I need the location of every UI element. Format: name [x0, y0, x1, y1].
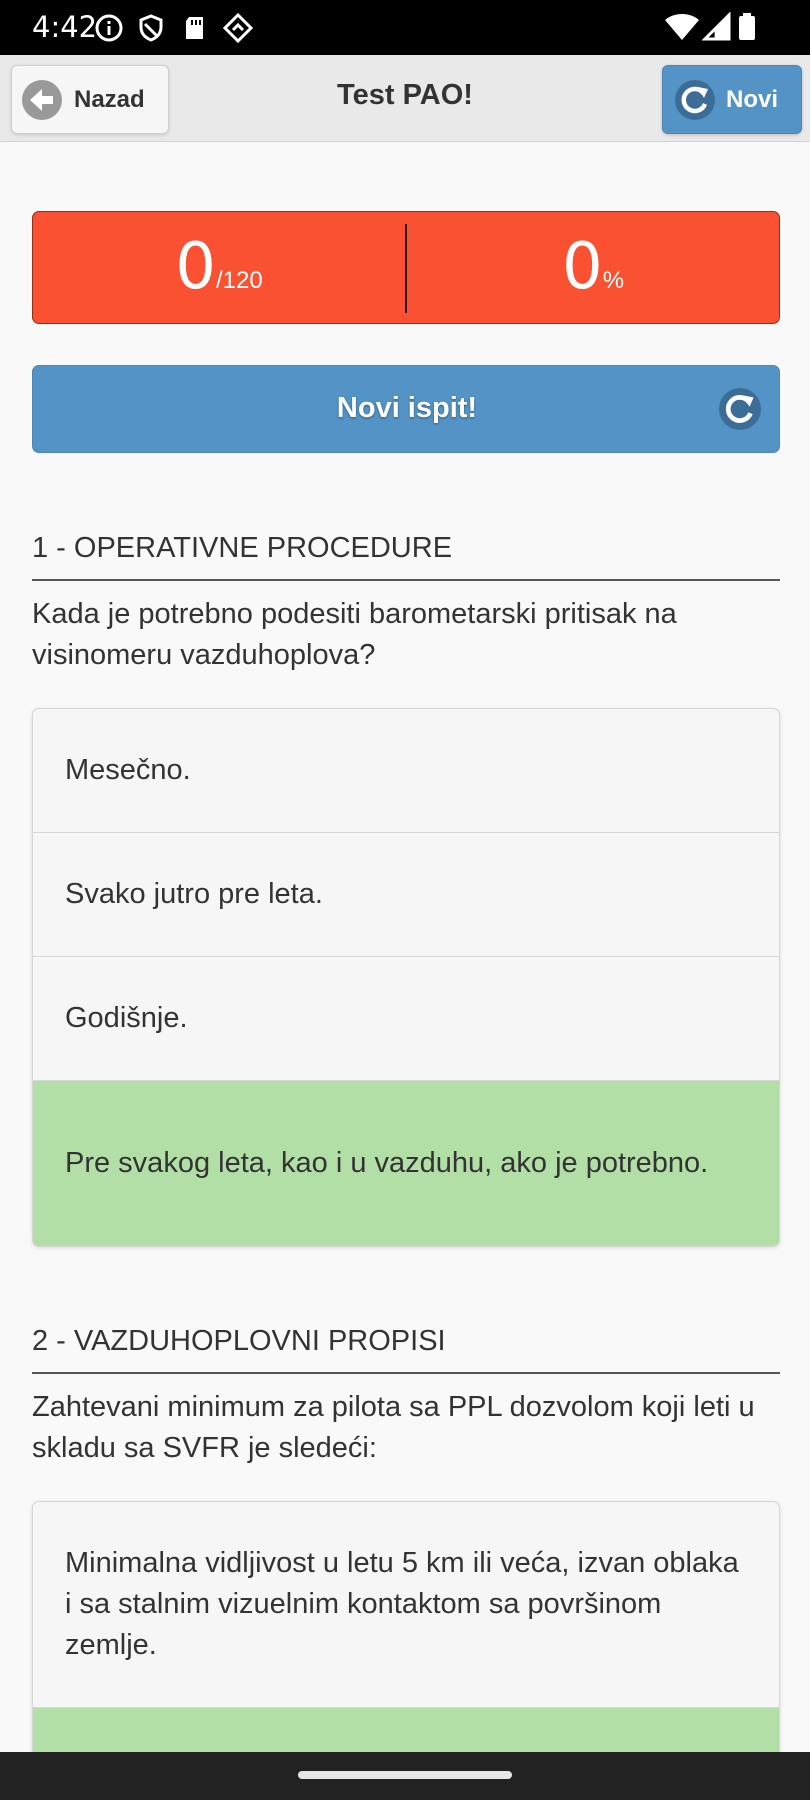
back-button-label: Nazad	[74, 86, 145, 113]
info-icon	[94, 13, 124, 43]
new-button[interactable]	[662, 65, 802, 134]
page-title: Test PAO!	[337, 79, 473, 111]
answer-option-correct[interactable]: Pre svakog leta, kao i u vazduhu, ako je potrebno.	[33, 1081, 779, 1246]
question-text: Kada je potrebno podesiti barometarski pritisak na visinomeru vazduhoplova?	[32, 598, 677, 671]
signal-icon	[702, 12, 732, 42]
refresh-icon	[719, 388, 761, 430]
refresh-icon	[675, 80, 715, 120]
score-percent-cell	[407, 230, 779, 304]
question-title: 2 - VAZDUHOPLOVNI PROPISI	[32, 1325, 780, 1374]
back-button[interactable]	[11, 65, 169, 134]
home-gesture-handle[interactable]	[298, 1771, 512, 1779]
location-icon	[223, 13, 253, 43]
answer-option[interactable]: Godišnje.	[33, 957, 779, 1081]
score-correct: 0	[175, 230, 216, 304]
status-bar	[0, 0, 810, 55]
answer-option[interactable]: Svako jutro pre leta.	[33, 833, 779, 957]
system-nav-bar	[0, 1752, 810, 1800]
battery-icon	[737, 12, 757, 42]
sd-card-icon	[180, 13, 210, 43]
answer-option[interactable]: Minimalna vidljivost u letu 5 km ili veća, izvan oblaka i sa stalnim vizuelnim kontaktom sa površinom zemlje.	[33, 1502, 779, 1708]
question-title: 1 - OPERATIVNE PROCEDURE	[32, 532, 780, 581]
app-header	[0, 55, 810, 142]
score-box	[32, 211, 780, 324]
status-time: 4:42	[32, 10, 98, 44]
wifi-icon	[664, 12, 700, 42]
answer-list	[32, 708, 780, 1247]
score-percent: 0	[561, 230, 603, 304]
shield-icon	[136, 13, 166, 43]
score-total: /120	[216, 267, 263, 294]
new-exam-button[interactable]	[32, 365, 780, 453]
new-button-label: Novi	[726, 86, 779, 113]
score-correct-count	[33, 230, 405, 304]
arrow-left-icon	[22, 80, 62, 120]
question-text: Zahtevani minimum za pilota sa PPL dozvolom koji leti u skladu sa SVFR je sledeći:	[32, 1391, 755, 1464]
new-exam-label: Novi ispit!	[336, 392, 478, 424]
answer-option[interactable]: Mesečno.	[33, 709, 779, 833]
score-percent-unit: %	[602, 267, 625, 294]
